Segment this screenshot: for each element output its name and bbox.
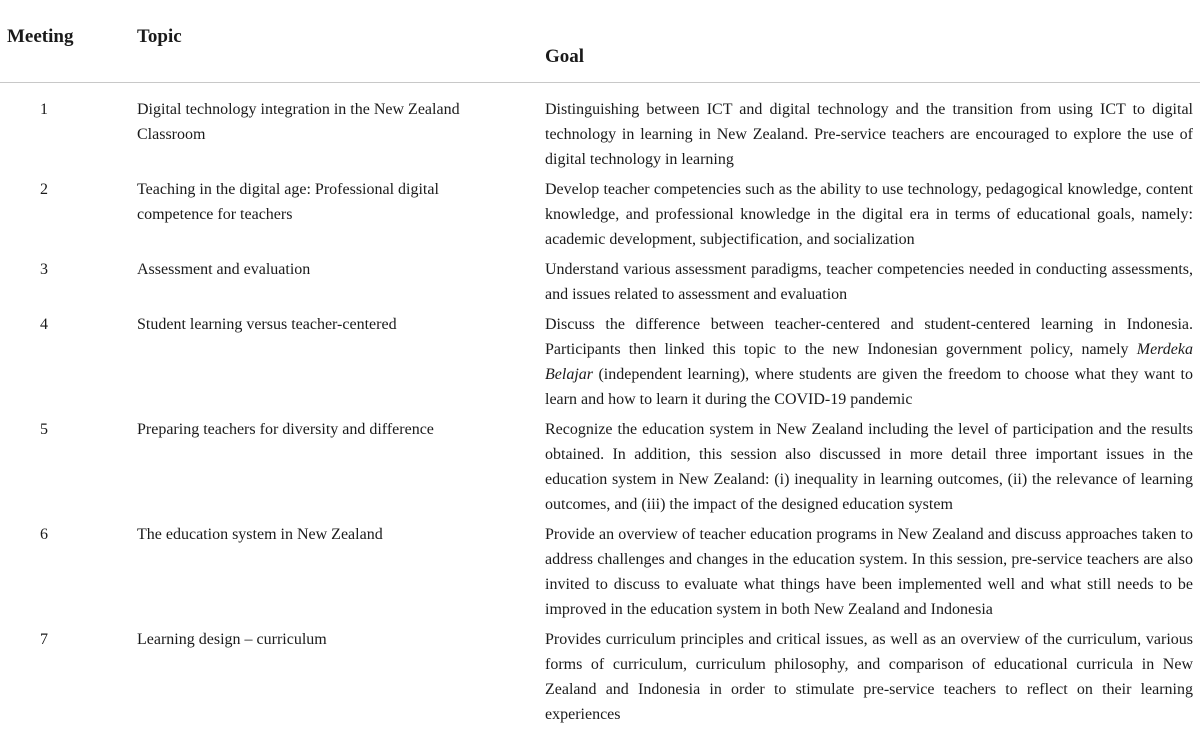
column-header-topic: Topic <box>137 26 182 47</box>
meeting-number: 1 <box>40 101 48 118</box>
meeting-number: 2 <box>40 181 48 198</box>
goal-text-end: (independent learning), where students are given the freedom to choose what they want to learn and how to learn it during the COVID-19 pandemic <box>545 366 1193 408</box>
meeting-number: 5 <box>40 421 48 438</box>
topic-cell: Preparing teachers for diversity and difference <box>137 421 434 438</box>
topic-cell: Digital technology integration in the New Zealand Classroom <box>137 101 460 143</box>
topic-cell: The education system in New Zealand <box>137 526 383 543</box>
meeting-number: 4 <box>40 316 48 333</box>
topic-cell: Student learning versus teacher-centered <box>137 316 397 333</box>
meeting-number: 6 <box>40 526 48 543</box>
goal-cell: Distinguishing between ICT and digital technology and the transition from using ICT to digital technology in learning in New Zealand. Pre-service teachers are encouraged to explore the use of digital technology in learning <box>545 101 1193 168</box>
column-header-goal: Goal <box>545 46 585 67</box>
topic-cell: Assessment and evaluation <box>137 261 311 278</box>
table-row <box>0 177 1200 252</box>
goal-cell: Develop teacher competencies such as the ability to use technology, pedagogical knowledge, content knowledge, and professional knowledge in the digital era in terms of educational goals, namely: academic development, subjectification, and socialization <box>545 181 1193 248</box>
topic-cell: Learning design – curriculum <box>137 631 327 648</box>
table-row <box>0 257 1200 307</box>
meeting-number: 3 <box>40 261 48 278</box>
table-header <box>0 0 1200 83</box>
goal-text-start: Discuss the difference between teacher-centered and student-centered learning in Indonesia. Participants then linked this topic to the new Indonesian government policy, namely <box>545 316 1193 358</box>
column-header-meeting: Meeting <box>7 26 74 47</box>
policy-name-italic: Merdeka Belajar <box>545 341 1193 383</box>
table-row <box>0 97 1200 172</box>
topic-cell: Teaching in the digital age: Professional digital competence for teachers <box>137 181 439 223</box>
goal-cell <box>545 312 1193 412</box>
table-row <box>0 417 1200 517</box>
meeting-number: 7 <box>40 631 48 648</box>
goal-cell: Provides curriculum principles and critical issues, as well as an overview of the curriculum, various forms of curriculum, curriculum philosophy, and comparison of educational curricula in New Zealand and Indonesia in order to stimulate pre-service teachers to reflect on their learning experiences <box>545 631 1193 723</box>
table-body <box>0 97 1200 727</box>
goal-cell: Understand various assessment paradigms, teacher competencies needed in conducting assessments, and issues related to assessment and evaluation <box>545 261 1193 303</box>
table-row <box>0 627 1200 727</box>
goal-cell: Recognize the education system in New Zealand including the level of participation and the results obtained. In addition, this session also discussed in more detail three important issues in the education system in New Zealand: (i) inequality in learning outcomes, (ii) the relevance of learning outcomes, and (iii) the impact of the designed education system <box>545 421 1193 513</box>
goal-cell: Provide an overview of teacher education programs in New Zealand and discuss approaches taken to address challenges and changes in the education system. In this session, pre-service teachers are also invited to discuss to evaluate what things have been implemented well and what still needs to be improved in the education system in both New Zealand and Indonesia <box>545 526 1193 618</box>
table-row <box>0 522 1200 622</box>
table-row <box>0 312 1200 412</box>
